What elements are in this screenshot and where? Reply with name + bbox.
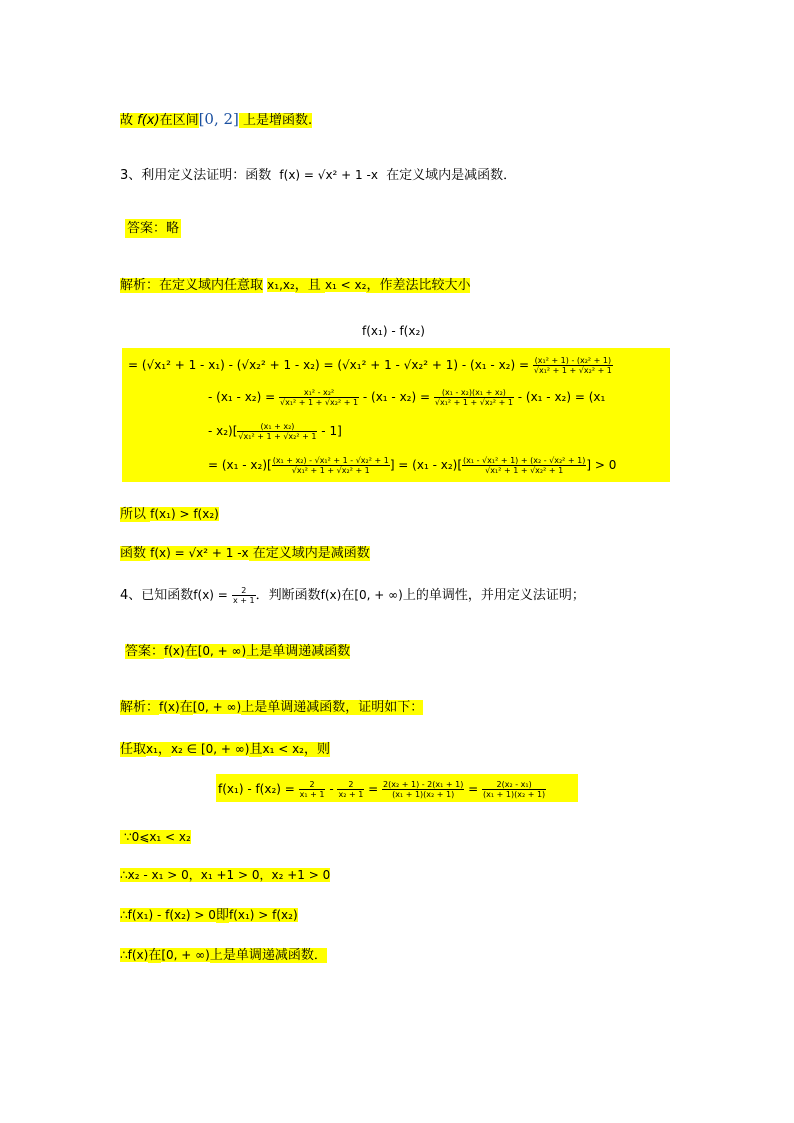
- q4-eq-n2: 2: [337, 780, 364, 790]
- text-increasing: 上是增函数.: [238, 113, 313, 128]
- q4-eq-eq2: =: [468, 782, 479, 796]
- deriv-row2-a: - (x₁ - x₂) =: [208, 390, 276, 404]
- q4-analysis-suffix: 上是单调递减函数，证明如下：: [241, 700, 424, 715]
- q3-conclusion: [120, 544, 370, 563]
- deriv-row4-den2: √x₁² + 1 + √x₂² + 1: [485, 466, 564, 475]
- q4-equation: [218, 780, 546, 799]
- q4-interval: [0, + ∞): [354, 588, 403, 602]
- derivation-block: [122, 348, 670, 482]
- q4-eq-frac3: [382, 780, 464, 799]
- q4-eq-d3: (x₁ + 1)(x₂ + 1): [392, 790, 455, 799]
- deriv-row4-c: ] > 0: [586, 458, 617, 472]
- q4-fraction: [232, 586, 256, 605]
- q4-analysis-fx: f(x): [159, 700, 180, 714]
- q4-eq-d2: x₂ + 1: [338, 790, 364, 799]
- q4-eq-eq1: =: [368, 782, 379, 796]
- q4-analysis: [120, 698, 423, 717]
- fx-italic: f(x): [137, 113, 160, 128]
- q4-fx2: f(x): [320, 588, 342, 602]
- q4-answer-suffix: 上是单调递减函数: [246, 644, 351, 659]
- q4-eq-n1: 2: [299, 780, 326, 790]
- q3-analysis-cond: x₁ < x₂: [324, 278, 367, 292]
- q3-analysis-vars: x₁,x₂: [267, 278, 295, 292]
- q4-answer-interval: [0, + ∞): [197, 644, 247, 658]
- q4-analysis-interval: [0, + ∞): [192, 700, 242, 714]
- q4-eq-d1: x₁ + 1: [299, 790, 325, 799]
- deriv-row1-den: √x₁² + 1 + √x₂² + 1: [533, 366, 612, 375]
- q4-eq-frac2: [337, 780, 364, 799]
- deriv-row2-num1: x₁² - x₂²: [279, 388, 359, 398]
- interval-0-2: [0, 2]: [198, 110, 239, 128]
- q4-eq-frac1: [299, 780, 326, 799]
- q3-answer: [125, 220, 181, 238]
- q4-answer-fx: f(x): [164, 644, 185, 658]
- q4-prefix: 4、已知函数: [120, 588, 194, 603]
- q4-take-x2: x₂ ∈ [0, + ∞): [170, 742, 250, 756]
- deriv-row4-num2: (x₁ - √x₁² + 1) + (x₂ - √x₂² + 1): [463, 456, 586, 465]
- q4-take-cond: x₁ < x₂: [262, 742, 304, 756]
- deriv-row-1: [128, 356, 613, 375]
- q4-eq-minus: -: [329, 782, 334, 796]
- q3-so-formula: f(x₁) > f(x₂): [150, 507, 219, 521]
- q4-analysis-prefix: 解析：: [120, 700, 160, 715]
- q4-eq-n3: 2(x₂ + 1) - 2(x₁ + 1): [383, 780, 464, 789]
- q4-eq-lhs: f(x₁) - f(x₂) =: [218, 782, 295, 796]
- deriv-row3-b: - 1]: [321, 424, 342, 438]
- deriv-row1-fraction: [533, 356, 613, 375]
- q3-suffix: 在定义域内是减函数．: [386, 168, 517, 183]
- q4-take-x1: x₁: [146, 742, 158, 756]
- deriv-row2-den2: √x₁² + 1 + √x₂² + 1: [434, 398, 513, 407]
- q4-take: [120, 740, 330, 759]
- q3-analysis-prefix: 解析：在定义域内任意取: [120, 278, 264, 293]
- q4-answer: [125, 642, 350, 661]
- deriv-row4-b: ] = (x₁ - x₂)[: [389, 458, 463, 472]
- q4-because-text: ∵0⩽x₁ < x₂: [120, 830, 191, 844]
- deriv-row2-num2: (x₁ - x₂)(x₁ + x₂): [434, 388, 514, 398]
- q4-num: 2: [232, 586, 256, 596]
- q3-analysis: [120, 276, 470, 295]
- deriv-row2-den1: √x₁² + 1 + √x₂² + 1: [280, 398, 359, 407]
- q3-center-expression: f(x₁) - f(x₂): [362, 324, 425, 338]
- q4-concl-suffix: 上是单调递减函数．: [209, 948, 327, 963]
- q4-concl-mid: 在: [148, 948, 162, 963]
- q4-suffix: 上的单调性，并用定义法证明；: [402, 588, 585, 603]
- q4-take-sep: ，: [157, 742, 171, 757]
- q4-therefore-2: [120, 906, 298, 925]
- deriv-row4-den1: √x₁² + 1 + √x₂² + 1: [291, 466, 370, 475]
- q3-prefix: 3、利用定义法证明：函数: [120, 168, 272, 183]
- q4-den: x + 1: [232, 596, 255, 605]
- deriv-row-4: [208, 456, 616, 475]
- deriv-row4-fraction1: [272, 456, 390, 475]
- text-gu: 故: [120, 113, 138, 128]
- deriv-row2-b: - (x₁ - x₂) =: [362, 390, 431, 404]
- q4-because: [120, 828, 191, 847]
- q4-take-mid: 且: [249, 742, 263, 757]
- question-3: [120, 166, 516, 185]
- q4-take-suffix: ，则: [303, 742, 330, 757]
- q4-take-prefix: 任取: [120, 742, 147, 757]
- q4-concl-prefix: ∴f(x): [120, 948, 149, 962]
- q4-therefore2-mid: 即: [215, 908, 229, 923]
- q4-therefore2-b: f(x₁) > f(x₂): [228, 908, 298, 922]
- deriv-row2-fraction2: [434, 388, 514, 407]
- q4-eq-d4: (x₁ + 1)(x₂ + 1): [483, 790, 546, 799]
- deriv-row1-num: (x₁² + 1) - (x₂² + 1): [534, 356, 612, 365]
- q3-analysis-mid: ，且: [294, 278, 325, 293]
- q4-therefore2-a: ∴f(x₁) - f(x₂) > 0: [120, 908, 216, 922]
- q4-therefore1-text: ∴x₂ - x₁ > 0，x₁ +1 > 0，x₂ +1 > 0: [120, 868, 331, 882]
- deriv-row4-a: = (x₁ - x₂)[: [208, 458, 272, 472]
- deriv-row-2: [208, 388, 605, 407]
- q4-answer-mid: 在: [184, 644, 198, 659]
- deriv-row2-c: - (x₁ - x₂) = (x₁: [517, 390, 606, 404]
- deriv-row3-den: √x₁² + 1 + √x₂² + 1: [238, 432, 317, 441]
- q3-concl-formula: f(x) = √x² + 1 -x: [150, 546, 249, 560]
- deriv-row2-fraction1: [279, 388, 359, 407]
- deriv-row4-num1: (x₁ + x₂) - √x₁² + 1 - √x₂² + 1: [272, 456, 389, 465]
- text-zaiqujian: 在区间: [159, 113, 199, 128]
- q4-analysis-mid: 在: [179, 700, 193, 715]
- deriv-row3-fraction: [237, 422, 317, 441]
- deriv-row3-a: - x₂)[: [208, 424, 238, 438]
- q4-answer-prefix: 答案：: [125, 644, 165, 659]
- q3-so: [120, 505, 219, 524]
- deriv-row4-fraction2: [462, 456, 586, 475]
- q4-eq-frac4: [482, 780, 546, 799]
- q4-concl-interval: [0, + ∞): [161, 948, 210, 962]
- q3-so-prefix: 所以: [120, 507, 151, 522]
- q4-mid1: ．判断函数: [255, 588, 321, 603]
- question-4: [120, 586, 585, 605]
- q4-equation-block: [216, 774, 578, 802]
- q3-formula: f(x) = √x² + 1 -x: [279, 168, 378, 182]
- q4-eq-n4: 2(x₂ - x₁): [482, 780, 546, 790]
- deriv-row-3: [208, 422, 342, 441]
- q4-therefore-1: [120, 866, 330, 885]
- q4-conclusion: [120, 946, 327, 965]
- q3-concl-suffix: 在定义域内是减函数: [248, 546, 370, 561]
- deriv-row3-num: (x₁ + x₂): [237, 422, 317, 432]
- conclusion-line-increasing: [120, 110, 312, 130]
- q3-analysis-suffix: ，作差法比较大小: [366, 278, 471, 293]
- q3-answer-text: 答案：略: [127, 221, 180, 236]
- q4-mid2: 在: [341, 588, 355, 603]
- q3-concl-prefix: 函数: [120, 546, 151, 561]
- q4-fx: f(x) =: [193, 588, 228, 602]
- deriv-row1-text: = (√x₁² + 1 - x₁) - (√x₂² + 1 - x₂) = (√x₁² + 1 - √x₂² + 1) - (x₁ - x₂) =: [128, 358, 530, 372]
